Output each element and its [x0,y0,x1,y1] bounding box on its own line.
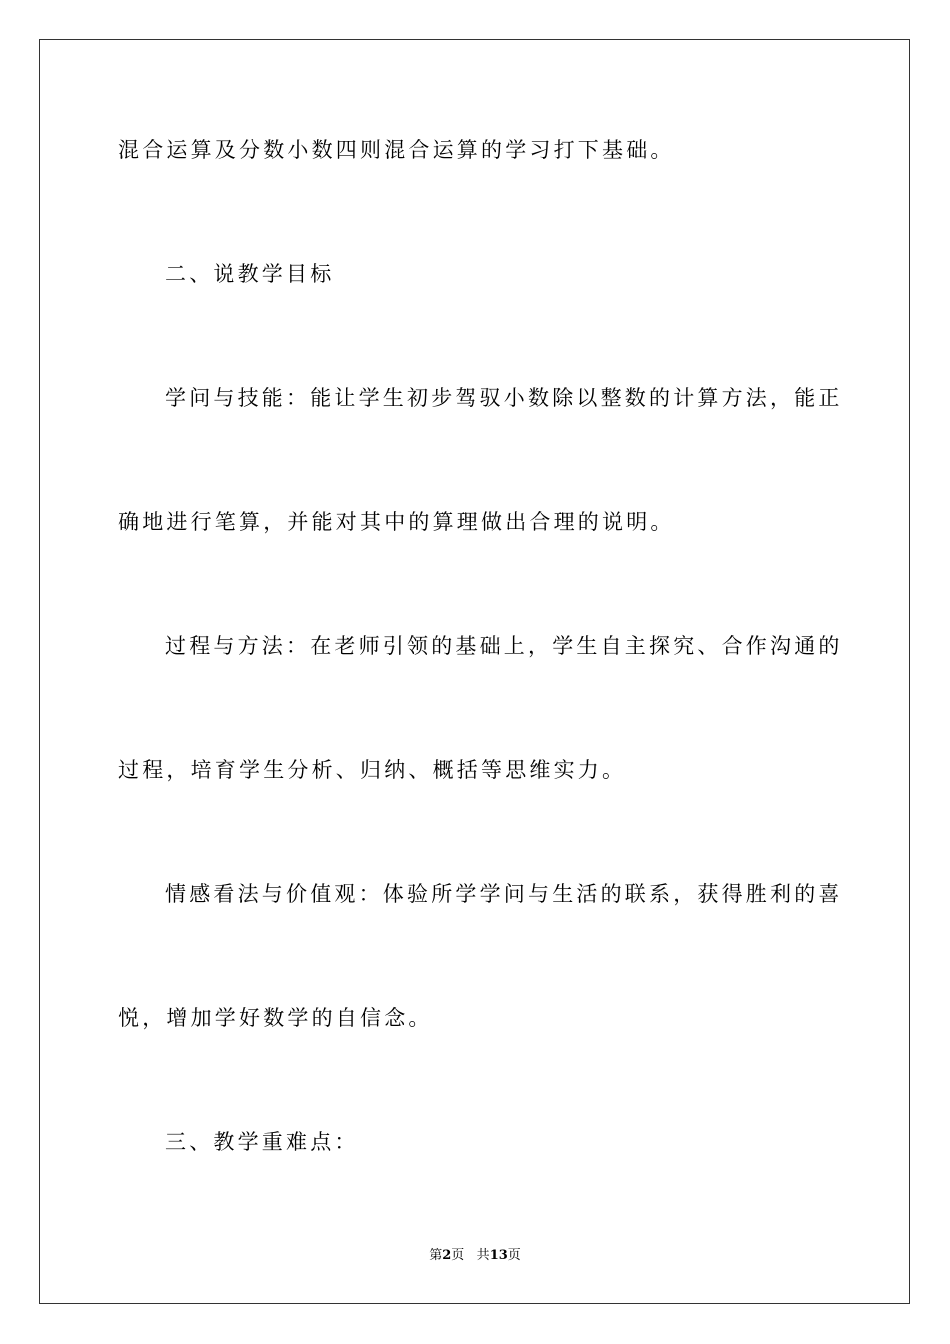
page-footer [0,1247,950,1265]
section-heading-difficulties: 三、教学重难点： [165,1130,359,1154]
footer-page-number: 2 [442,1248,452,1263]
footer-total-suffix: 页 [507,1248,521,1263]
paragraph-line: 过程，培育学生分析、归纳、概括等思维实力。 [118,758,627,782]
footer-page-prefix: 第 [429,1248,443,1263]
paragraph-line: 确地进行笔算，并能对其中的算理做出合理的说明。 [118,510,675,534]
paragraph-line: 混合运算及分数小数四则混合运算的学习打下基础。 [118,138,675,162]
footer-page-suffix: 页 [451,1248,465,1263]
footer-total-pages: 13 [489,1248,508,1263]
paragraph-line: 过程与方法：在老师引领的基础上，学生自主探究、合作沟通的 [165,634,843,658]
paragraph-line: 学问与技能：能让学生初步驾驭小数除以整数的计算方法，能正 [165,386,843,410]
section-heading-goals: 二、说教学目标 [165,262,335,286]
footer-total-prefix: 共 [476,1248,490,1263]
paragraph-line: 悦，增加学好数学的自信念。 [118,1006,433,1030]
page-border [39,39,910,1304]
paragraph-line: 情感看法与价值观：体验所学学问与生活的联系，获得胜利的喜 [165,882,843,906]
